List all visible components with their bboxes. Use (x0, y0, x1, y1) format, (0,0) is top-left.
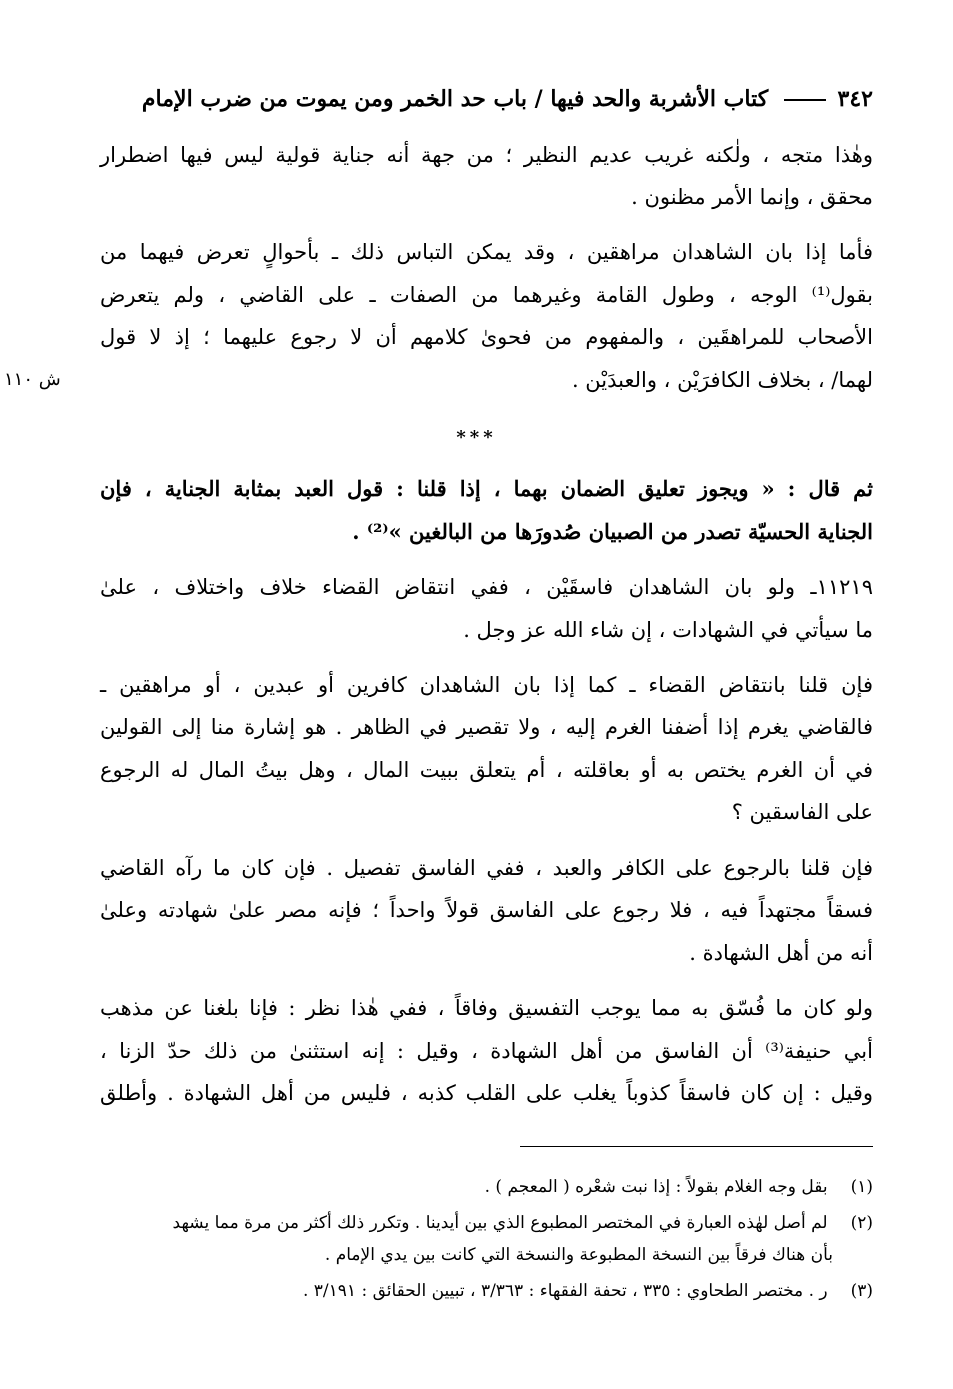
text-line: وقيل : إن كان فاسقاً كذوباً يغلب على القلب كذبه ، فليس من أهل الشهادة . وأطلق (100, 1081, 873, 1105)
header-title: كتاب الأشربة والحد فيها / باب حد الخمر ومن يموت من ضرب الإمام (141, 86, 769, 112)
text-line: ١١٢١٩ـ ولو بان الشاهدان فاسقَيْن ، ففي انتقاض القضاء خلاف واختلاف ، علىٰ (100, 575, 873, 599)
text-line: الأصحاب للمراهقَين ، والمفهوم من فحوىٰ كلامهم أن لا رجوع عليهما ؛ إذ لا قول (100, 325, 873, 349)
text-line: ولو كان ما فُسّق به مما يوجب التفسيق وفاقاً ، ففي هٰذا نظر : فإنا بلغنا عن مذهب (100, 996, 873, 1020)
text-line: أبي حنيفة⁽³⁾ أن الفاسق من أهل الشهادة ، وقيل : إنه استثنىٰ من ذلك حدّ الزنا ، (100, 1039, 873, 1063)
section-separator: *** (456, 427, 497, 448)
footnote-number: (٣) (850, 1281, 873, 1301)
text-line: في أن الغرم يختص به أو بعاقلته ، أم يتعلق ببيت المال ، وهل بيتُ المال له الرجوع (100, 758, 873, 782)
text-line: ما سيأتي في الشهادات ، إن شاء الله عز وجل . (463, 618, 873, 642)
page-number: ٣٤٢ (837, 86, 873, 112)
text-line: محقق ، وإنما الأمر مظنون . (631, 185, 873, 209)
footnote-number: (١) (850, 1177, 873, 1197)
text-line: فالقاضي يغرم إذا أضفنا الغرم إليه ، ولا تقصير في الظاهر . هو إشارة منا إلى القولين (100, 715, 873, 739)
running-header (142, 84, 873, 114)
text-line: بقول⁽¹⁾ الوجه ، وطول القامة وغيرهما من الصفات ـ على القاضي ، ولم يتعرض (100, 283, 873, 307)
text-line: على الفاسقين ؟ (731, 800, 873, 824)
margin-folio-note: ش ١١٠ (4, 369, 61, 390)
text-line: فإن قلنا بانتقاض القضاء ـ كما إذا بان الشاهدان كافرين أو عبدين ، أو مراهقين ـ (100, 673, 873, 697)
text-line: فإن قلنا بالرجوع على الكافر والعبد ، ففي الفاسق تفصيل . فإن كان ما رآه القاضي (100, 856, 873, 880)
footnote-number: (٢) (850, 1213, 873, 1233)
footnote-text: لم أصل لهٰذه العبارة في المختصر المطبوع الذي بين أيدينا . وتكرر ذلك أكثر من مرة مما يشهد (172, 1213, 828, 1233)
footnote-text: ر . مختصر الطحاوي : ٣٣٥ ، تحفة الفقهاء : ٣/٣٦٣ ، تبيين الحقائق : ٣/١٩١ . (302, 1281, 828, 1301)
footnote-text: بقل وجه الغلام بقولاً : إذا نبت شعْره ( المعجم ) . (484, 1177, 828, 1197)
footnote-separator (520, 1146, 873, 1147)
text-line: لهما/ ، بخلاف الكافرَيْن ، والعبدَيْن . (571, 368, 873, 392)
text-line: فسقاً مجتهداً فيه ، فلا رجوع على الفاسق قولاً واحداً ؛ فإنه مصر علىٰ شهادته وعلىٰ (100, 898, 873, 922)
text-line: وهٰذا متجه ، ولٰكنه غريب عديم النظير ؛ من جهة أنه جناية قولية ليس فيها اضطرار (100, 143, 873, 167)
footnote (303, 1279, 873, 1303)
footnote (485, 1175, 873, 1199)
quoted-line: الجناية الحسيّة تصدر من الصبيان صُدورَها من البالغين »⁽²⁾ . (352, 519, 873, 544)
quoted-line: ثم قال : « ويجوز تعليق الضمان بهما ، إذا قلنا : قول العبد بمثابة الجناية ، فإن (100, 476, 873, 501)
text-line: أنه من أهل الشهادة . (689, 941, 873, 965)
footnote-continuation: بأن هناك فرقاً بين النسخة المطبوعة والنسخة التي كانت بين يدي الإمام . (324, 1245, 833, 1265)
footnote (173, 1211, 873, 1235)
header-dash (784, 99, 826, 101)
text-line: فأما إذا بان الشاهدان مراهقين ، وقد يمكن التباس ذلك ـ بأحوالٍ تعرض فيهما من (100, 240, 873, 264)
